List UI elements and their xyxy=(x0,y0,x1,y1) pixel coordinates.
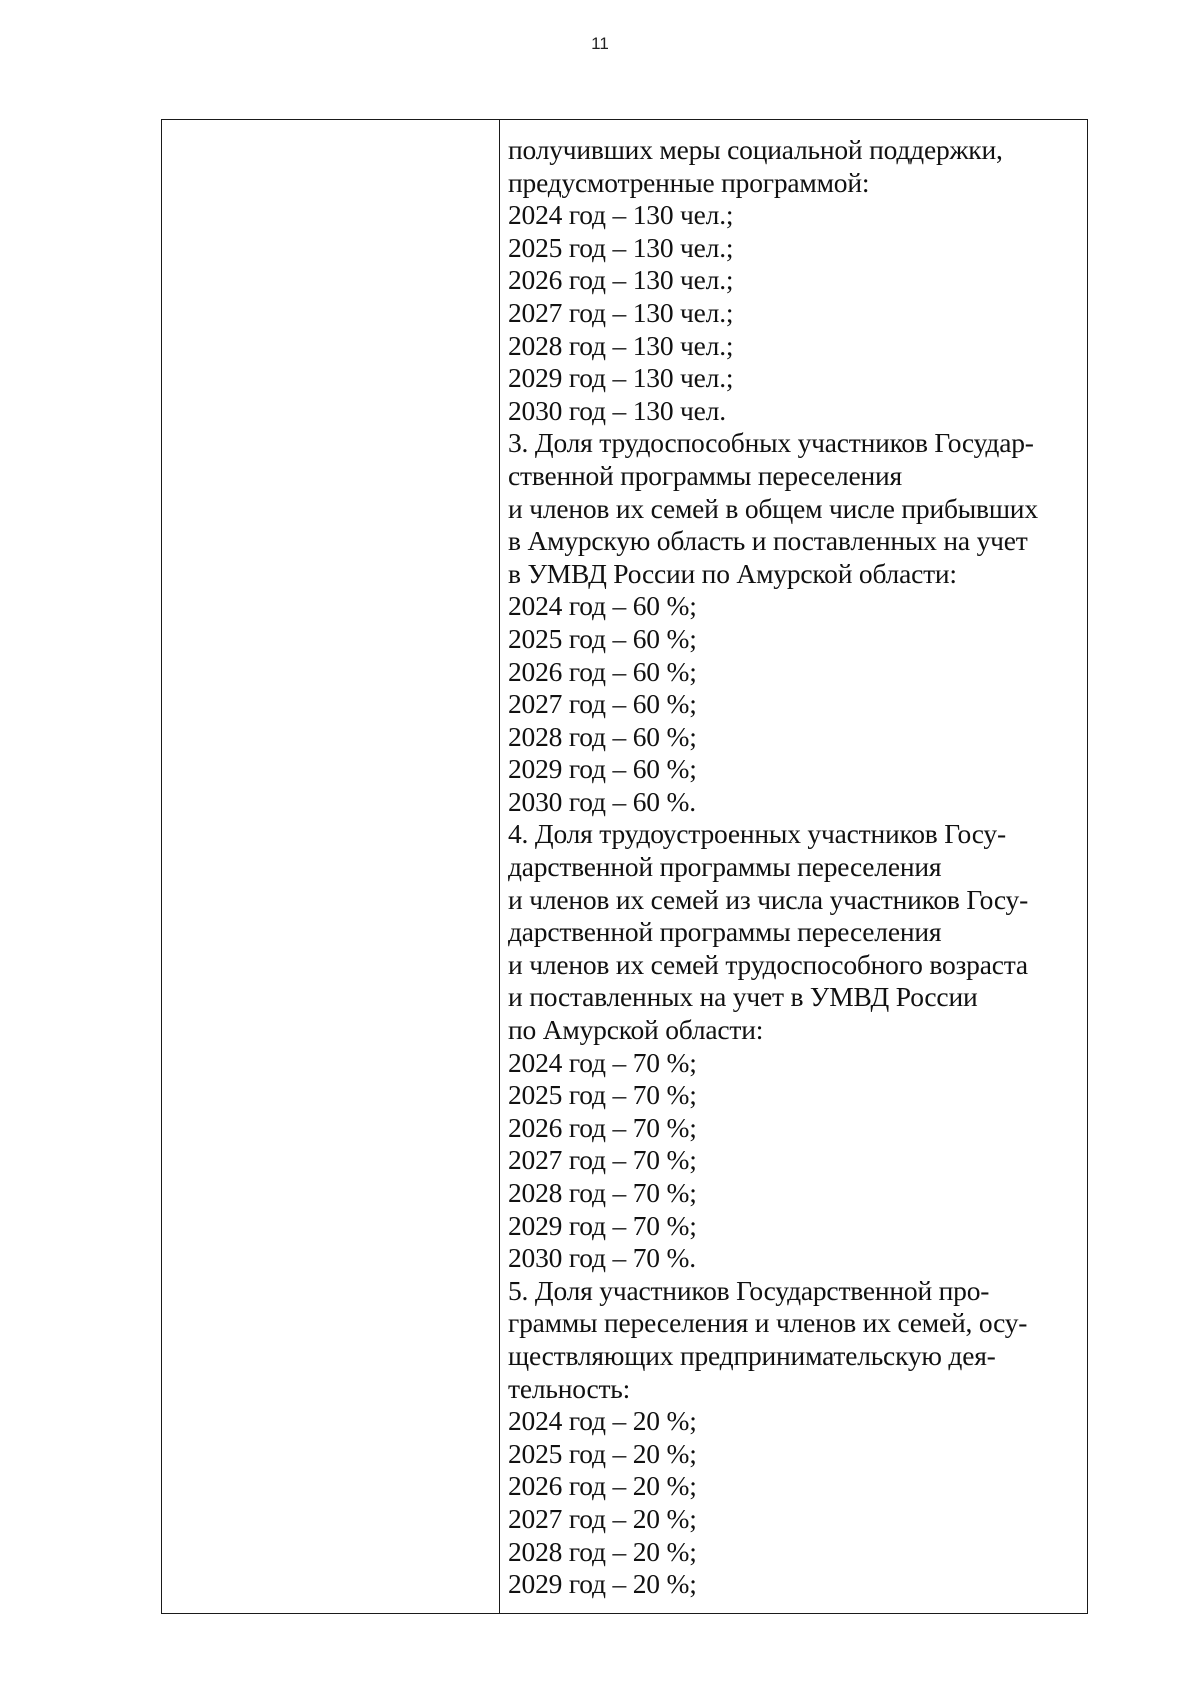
text-line: 2025 год – 130 чел.; xyxy=(508,231,734,263)
text-line: ственной программы переселения xyxy=(508,459,902,491)
text-line: 2028 год – 20 %; xyxy=(508,1535,697,1567)
indicator-text-block xyxy=(500,120,1087,1601)
text-line: 2029 год – 70 %; xyxy=(508,1209,697,1241)
text-line: по Амурской области: xyxy=(508,1014,764,1046)
text-line: 3. Доля трудоспособных участников Государ- xyxy=(508,427,1034,459)
table-row xyxy=(162,120,1088,1614)
text-line: 2024 год – 130 чел.; xyxy=(508,199,734,231)
table-cell-right xyxy=(500,120,1088,1614)
text-line: 2029 год – 20 %; xyxy=(508,1568,697,1600)
text-line: 2029 год – 130 чел.; xyxy=(508,362,734,394)
text-line: дарственной программы переселения xyxy=(508,851,942,883)
text-line: тельность: xyxy=(508,1372,631,1404)
text-line: 2028 год – 130 чел.; xyxy=(508,329,734,361)
text-line: в Амурскую область и поставленных на учет xyxy=(508,525,1028,557)
text-line: 2026 год – 20 %; xyxy=(508,1470,697,1502)
text-line: 2025 год – 70 %; xyxy=(508,1079,697,1111)
text-line: в УМВД России по Амурской области: xyxy=(508,557,957,589)
text-line: получивших меры социальной поддержки, xyxy=(508,134,1003,165)
text-line: и членов их семей из числа участников Госу- xyxy=(508,883,1029,915)
text-line: 2025 год – 20 %; xyxy=(508,1437,697,1469)
text-line: 2024 год – 70 %; xyxy=(508,1046,697,1078)
text-line: 5. Доля участников Государственной про- xyxy=(508,1274,990,1306)
text-line: 2027 год – 60 %; xyxy=(508,688,697,720)
text-line: 4. Доля трудоустроенных участников Госу- xyxy=(508,818,1006,850)
text-line: 2026 год – 60 %; xyxy=(508,655,697,687)
page-number: 11 xyxy=(591,34,609,53)
text-line: 2027 год – 130 чел.; xyxy=(508,296,734,328)
text-line: 2028 год – 60 %; xyxy=(508,720,697,752)
text-line: 2030 год – 130 чел. xyxy=(508,394,726,426)
text-line: и поставленных на учет в УМВД России xyxy=(508,981,978,1013)
document-table xyxy=(161,119,1088,1614)
text-line: 2025 год – 60 %; xyxy=(508,622,697,654)
text-line: 2029 год – 60 %; xyxy=(508,753,697,785)
text-line: 2026 год – 70 %; xyxy=(508,1111,697,1143)
text-line: и членов их семей трудоспособного возраста xyxy=(508,948,1028,980)
text-line: ществляющих предпринимательскую дея- xyxy=(508,1339,996,1371)
text-line: дарственной программы переселения xyxy=(508,916,942,948)
text-line: 2030 год – 60 %. xyxy=(508,785,696,817)
table-cell-left xyxy=(162,120,500,1614)
text-line: 2024 год – 20 %; xyxy=(508,1405,697,1437)
text-line: предусмотренные программой: xyxy=(508,166,870,198)
text-line: 2027 год – 70 %; xyxy=(508,1144,697,1176)
text-line: 2027 год – 20 %; xyxy=(508,1502,697,1534)
text-line: 2028 год – 70 %; xyxy=(508,1177,697,1208)
text-line: и членов их семей в общем числе прибывших xyxy=(508,492,1038,524)
text-line: 2026 год – 130 чел.; xyxy=(508,264,734,296)
text-line: граммы переселения и членов их семей, осу- xyxy=(508,1307,1028,1339)
text-line: 2030 год – 70 %. xyxy=(508,1242,696,1274)
text-line: 2024 год – 60 %; xyxy=(508,590,697,622)
